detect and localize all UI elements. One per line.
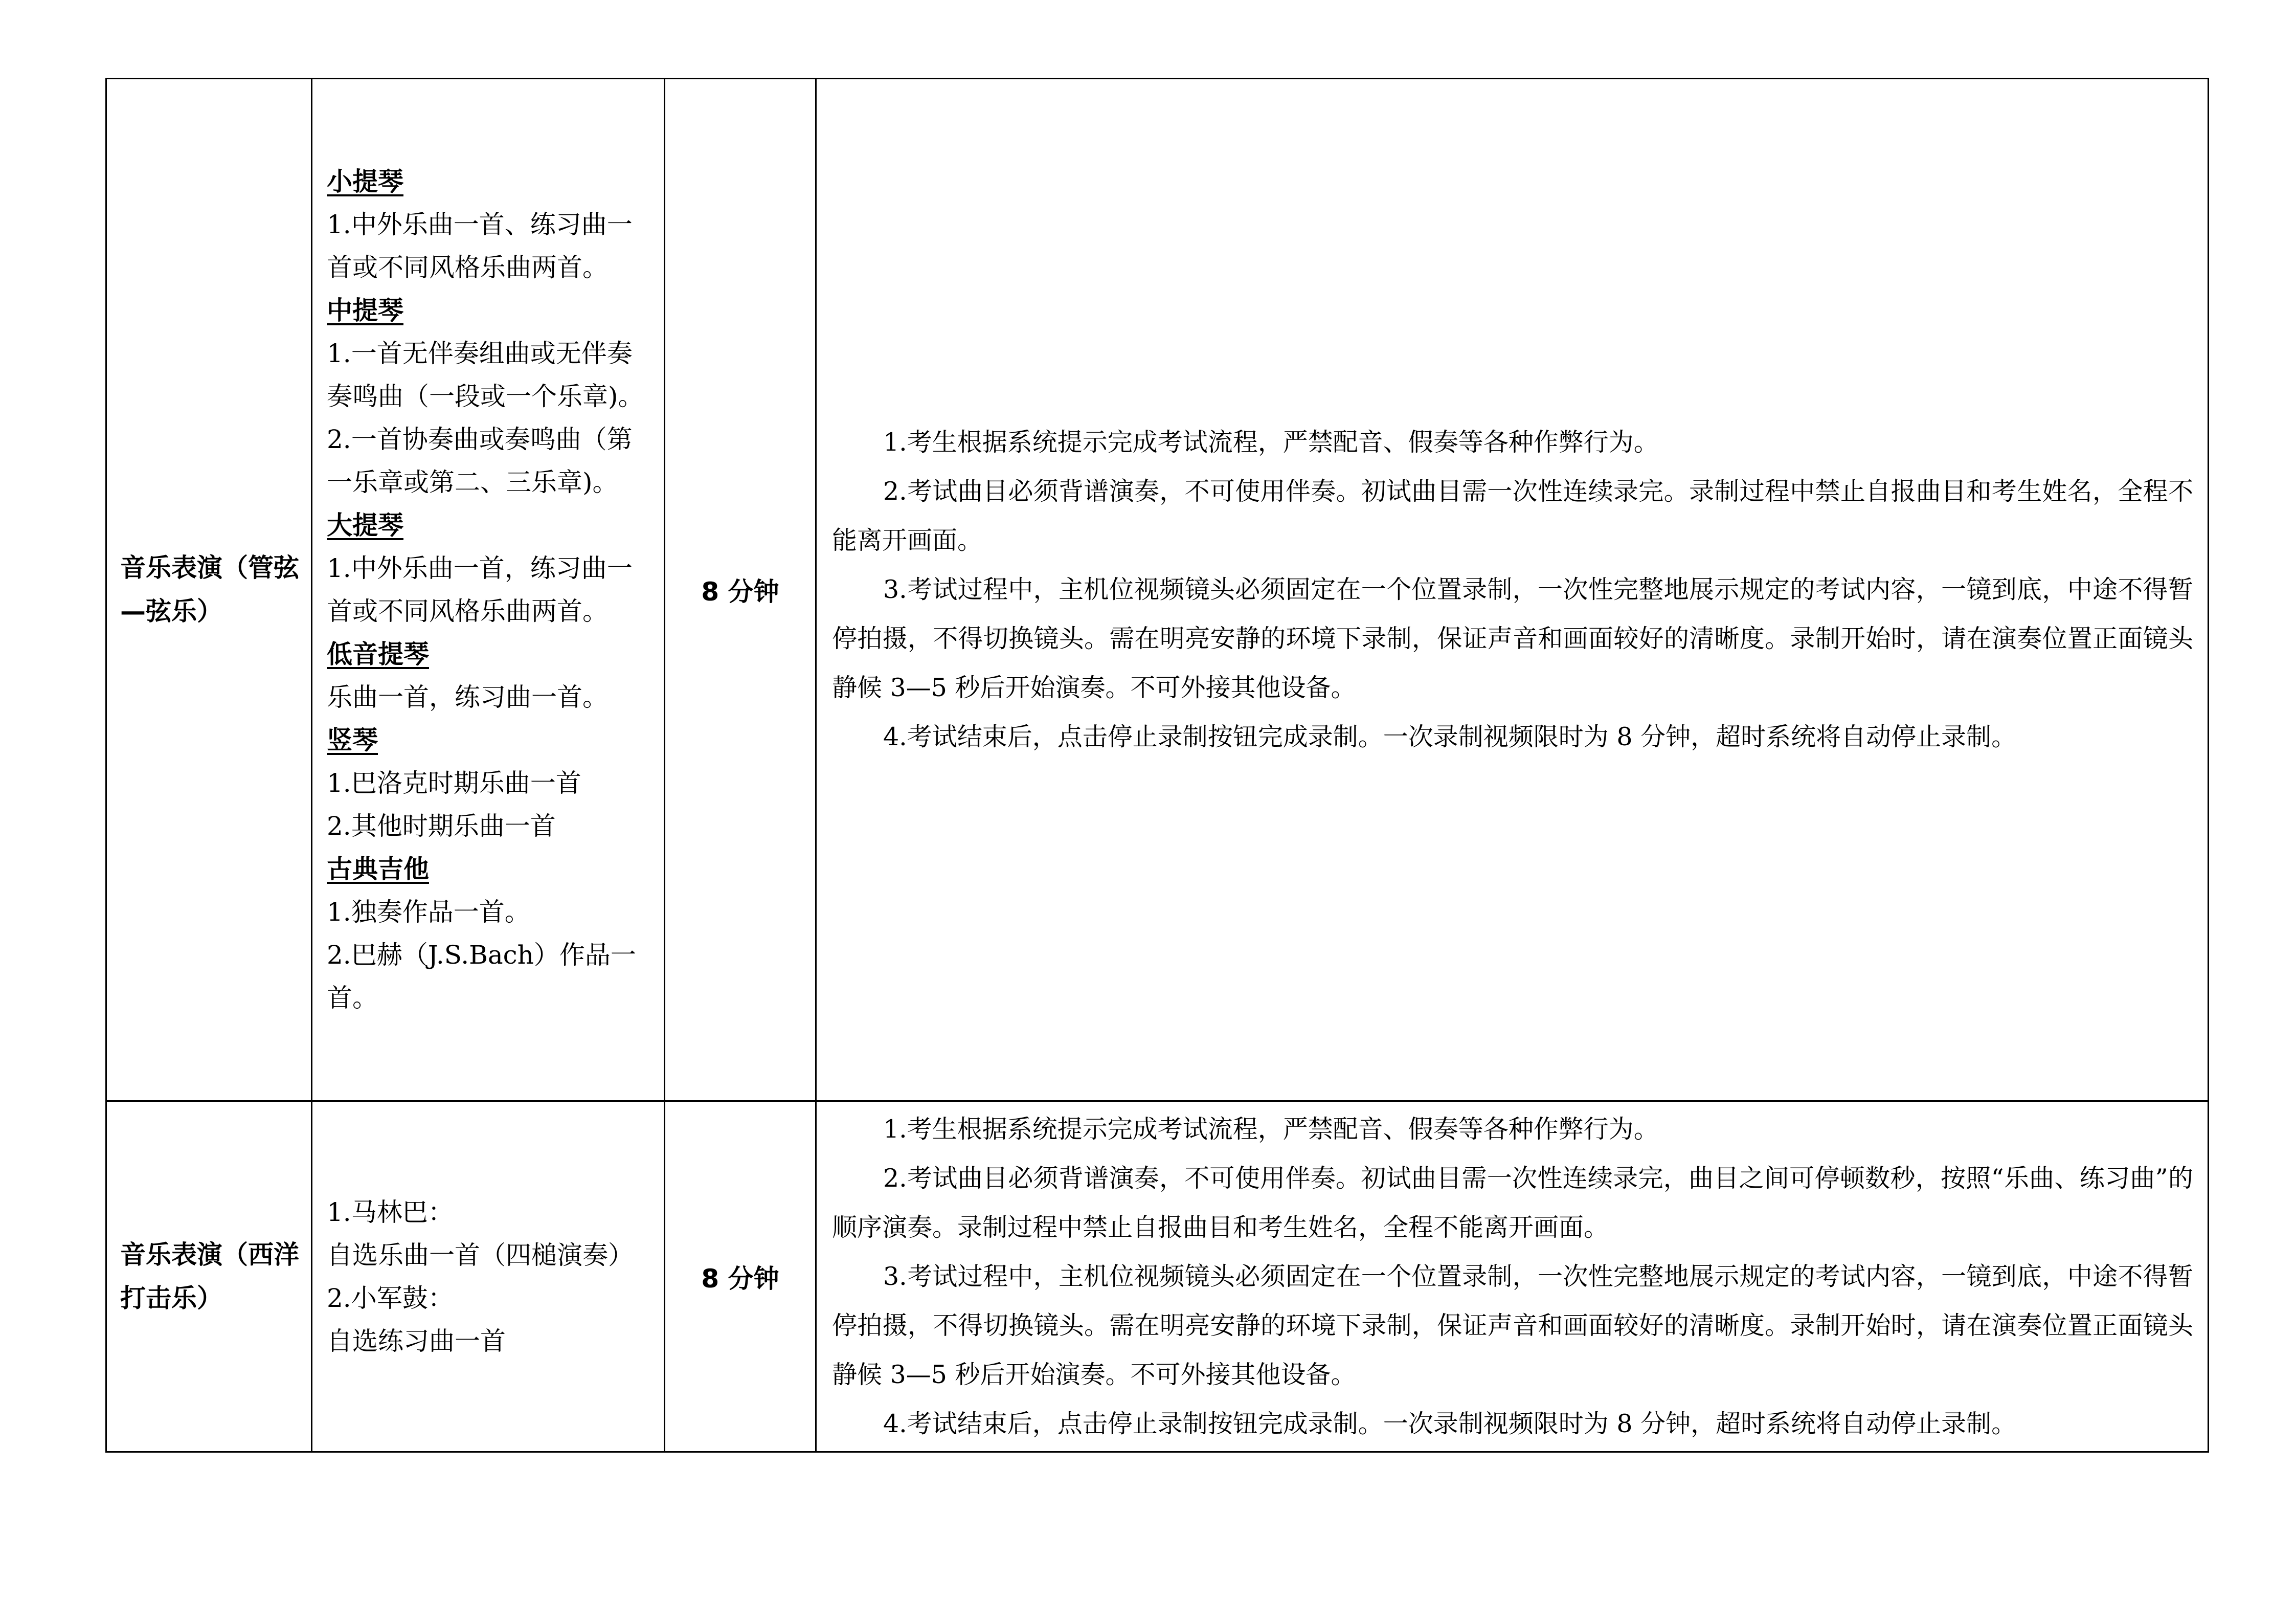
repertoire-line: 2.巴赫（J.S.Bach）作品一首。 [327,940,636,1013]
exam-requirements-table [105,78,2209,1453]
instrument-heading-harp: 竖琴 [327,725,378,755]
repertoire-line: 1.独奏作品一首。 [327,897,530,927]
repertoire-line: 自选练习曲一首 [327,1326,506,1356]
duration-cell [665,1101,816,1452]
repertoire-line: 1.中外乐曲一首、练习曲一首或不同风格乐曲两首。 [327,210,633,282]
requirement-item: 2.考试曲目必须背谱演奏，不可使用伴奏。初试曲目需一次性连续录完，曲目之间可停顿数秒，按照“乐曲、练习曲”的顺序演奏。录制过程中禁止自报曲目和考生姓名，全程不能离开画面。 [832,1163,2193,1242]
repertoire-cell [312,79,665,1101]
duration-value: 8 分钟 [701,1263,779,1294]
requirement-item: 3.考试过程中，主机位视频镜头必须固定在一个位置录制，一次性完整地展示规定的考试内容，一镜到底，中途不得暂停拍摄，不得切换镜头。需在明亮安静的环境下录制，保证声音和画面较好的清晰度。录制开始时，请在演奏位置正面镜头静候 3—5 秒后开始演奏。不可外接其他设备。 [832,1261,2193,1389]
major-label: 音乐表演（管弦—弦乐） [120,553,299,626]
repertoire-line: 1.中外乐曲一首，练习曲一首或不同风格乐曲两首。 [327,553,633,626]
duration-value: 8 分钟 [701,577,779,607]
repertoire-cell [312,1101,665,1452]
repertoire-line: 1.一首无伴奏组曲或无伴奏奏鸣曲（一段或一个乐章)。 [327,339,644,411]
requirement-item: 4.考试结束后，点击停止录制按钮完成录制。一次录制视频限时为 8 分钟，超时系统将自动停止录制。 [883,1409,2017,1438]
repertoire-line: 1.巴洛克时期乐曲一首 [327,768,581,798]
requirements-cell [816,1101,2209,1452]
requirement-item: 2.考试曲目必须背谱演奏，不可使用伴奏。初试曲目需一次性连续录完。录制过程中禁止自报曲目和考生姓名，全程不能离开画面。 [832,477,2193,555]
repertoire-line: 2.一首协奏曲或奏鸣曲（第一乐章或第二、三乐章)。 [327,425,633,497]
table-row-strings [106,79,2209,1101]
requirement-item: 4.考试结束后，点击停止录制按钮完成录制。一次录制视频限时为 8 分钟，超时系统将自动停止录制。 [883,722,2017,751]
instrument-heading-violin: 小提琴 [327,167,403,196]
duration-cell [665,79,816,1101]
requirement-item: 3.考试过程中，主机位视频镜头必须固定在一个位置录制，一次性完整地展示规定的考试内容，一镜到底，中途不得暂停拍摄，不得切换镜头。需在明亮安静的环境下录制，保证声音和画面较好的清晰度。录制开始时，请在演奏位置正面镜头静候 3—5 秒后开始演奏。不可外接其他设备。 [832,575,2193,702]
major-label: 音乐表演（西洋打击乐） [120,1239,299,1313]
instrument-heading-double-bass: 低音提琴 [327,639,429,669]
table-row-percussion [106,1101,2209,1452]
repertoire-line: 2.小军鼓： [327,1283,454,1313]
requirement-item: 1.考生根据系统提示完成考试流程，严禁配音、假奏等各种作弊行为。 [883,1114,1659,1144]
instrument-heading-cello: 大提琴 [327,510,403,540]
repertoire-line: 自选乐曲一首（四槌演奏） [327,1240,634,1270]
instrument-heading-classical-guitar: 古典吉他 [327,854,429,884]
repertoire-line: 1.马林巴： [327,1197,454,1227]
repertoire-line: 乐曲一首，练习曲一首。 [327,682,608,712]
instrument-heading-viola: 中提琴 [327,296,403,325]
requirement-item: 1.考生根据系统提示完成考试流程，严禁配音、假奏等各种作弊行为。 [883,428,1659,457]
major-cell [106,79,312,1101]
major-cell [106,1101,312,1452]
repertoire-line: 2.其他时期乐曲一首 [327,811,556,841]
requirements-cell [816,79,2209,1101]
